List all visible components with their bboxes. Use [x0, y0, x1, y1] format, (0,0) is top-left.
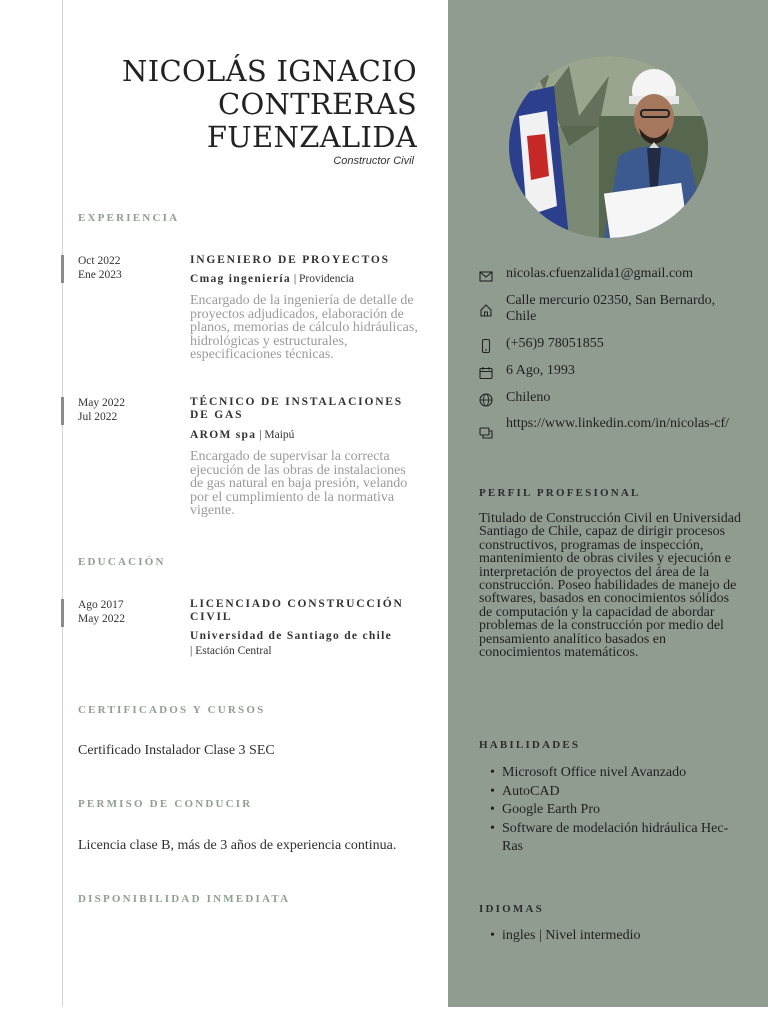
email-text: nicolas.cfuenzalida1@gmail.com [506, 266, 694, 281]
full-name [122, 55, 417, 154]
company-location: Providencia [299, 273, 354, 285]
institution-location: Estación Central [195, 645, 272, 657]
list-item: • AutoCAD [490, 783, 735, 802]
education-heading: EDUCACIÓN [78, 556, 166, 568]
start-date: May 2022 [78, 397, 125, 409]
license-text: Licencia clase B, más de 3 años de experiencia continua. [78, 838, 397, 853]
languages-heading: IDIOMAS [479, 903, 544, 915]
skills-heading: HABILIDADES [479, 739, 581, 751]
birthdate-text: 6 Ago, 1993 [506, 363, 575, 378]
name-line-1: NICOLÁS IGNACIO [122, 54, 417, 88]
experience-2-role: TÉCNICO DE INSTALACIONES DE GAS [190, 396, 403, 421]
entry-marker [61, 255, 64, 283]
experience-2-dates [78, 396, 125, 424]
start-date: Oct 2022 [78, 255, 121, 267]
license-heading: PERMISO DE CONDUCIR [78, 798, 253, 810]
end-date: Ene 2023 [78, 269, 122, 281]
skills-list [490, 764, 735, 857]
address-text: Calle mercurio 02350, San Bernardo, Chile [506, 293, 716, 324]
email-icon [478, 268, 494, 284]
calendar-icon [478, 365, 494, 381]
institution-name: Universidad de Santiago de chile [190, 630, 392, 642]
experience-1-company: Cmag ingeniería | Providencia [190, 273, 354, 285]
left-margin-rule [62, 0, 63, 1007]
profile-photo [509, 56, 708, 238]
experience-1-description: Encargado de la ingeniería de detalle de proyectos adjudicados, elaboración de planos, memorias de cálculo hidráulicas, hidrológicas y estructurales, especificaciones técnicas. [190, 293, 418, 362]
education-1-dates [78, 598, 125, 626]
list-item: • ingles | Nivel intermedio [490, 927, 735, 946]
end-date: May 2022 [78, 613, 125, 625]
entry-marker [61, 397, 64, 425]
list-item: • Microsoft Office nivel Avanzado [490, 764, 735, 783]
experience-1-dates [78, 254, 122, 282]
availability-heading: DISPONIBILIDAD INMEDIATA [78, 893, 291, 905]
home-icon [478, 302, 494, 318]
name-line-3: FUENZALIDA [206, 120, 417, 154]
linkedin-link[interactable]: https://www.linkedin.com/in/nicolas-cf/ [506, 416, 730, 431]
name-line-2: CONTRERAS [217, 87, 417, 121]
phone-text: (+56)9 78051855 [506, 336, 604, 351]
profile-text: Titulado de Construcción Civil en Universidad Santiago de Chile, capaz de dirigir procesos constructivos, programas de inspección, mantenimiento de obras civiles y ejecución e interpretación de proyectos del área de la construcción. Poseo habilidades de manejo de softwares, basados en conocimientos sólidos de computación y la capacidad de abordar problemas de la construcción por medio del pensamiento analítico basados en conocimientos matemáticos. [479, 511, 741, 661]
experience-2-description: Encargado de supervisar la correcta ejecución de las obras de instalaciones de gas natural en baja presión, velando por el cumplimiento de la normativa vigente. [190, 449, 408, 518]
experience-heading: EXPERIENCIA [78, 212, 180, 224]
entry-marker [61, 599, 64, 627]
chat-icon [478, 425, 494, 441]
certificates-heading: CERTIFICADOS Y CURSOS [78, 704, 266, 716]
experience-1-role: INGENIERO DE PROYECTOS [190, 254, 390, 266]
list-item: • Google Earth Pro [490, 801, 735, 820]
experience-2-company: AROM spa | Maipú [190, 429, 295, 441]
end-date: Jul 2022 [78, 411, 118, 423]
certificate-item: Certificado Instalador Clase 3 SEC [78, 743, 275, 758]
globe-icon [478, 392, 494, 408]
company-name: AROM spa [190, 429, 257, 441]
education-1-institution: Universidad de Santiago de chile | Estación Central [190, 630, 392, 657]
company-name: Cmag ingeniería [190, 273, 291, 285]
languages-list [490, 927, 735, 946]
list-item: • Software de modelación hidráulica Hec-Ras [490, 820, 735, 857]
profile-photo-illustration [509, 56, 708, 238]
education-1-degree: LICENCIADO CONSTRUCCIÓN CIVIL [190, 598, 404, 623]
profile-heading: PERFIL PROFESIONAL [479, 487, 641, 499]
company-location: Maipú [264, 429, 295, 441]
phone-icon [478, 338, 494, 354]
nationality-text: Chileno [506, 390, 551, 405]
job-title: Constructor Civil [333, 155, 414, 167]
start-date: Ago 2017 [78, 599, 124, 611]
